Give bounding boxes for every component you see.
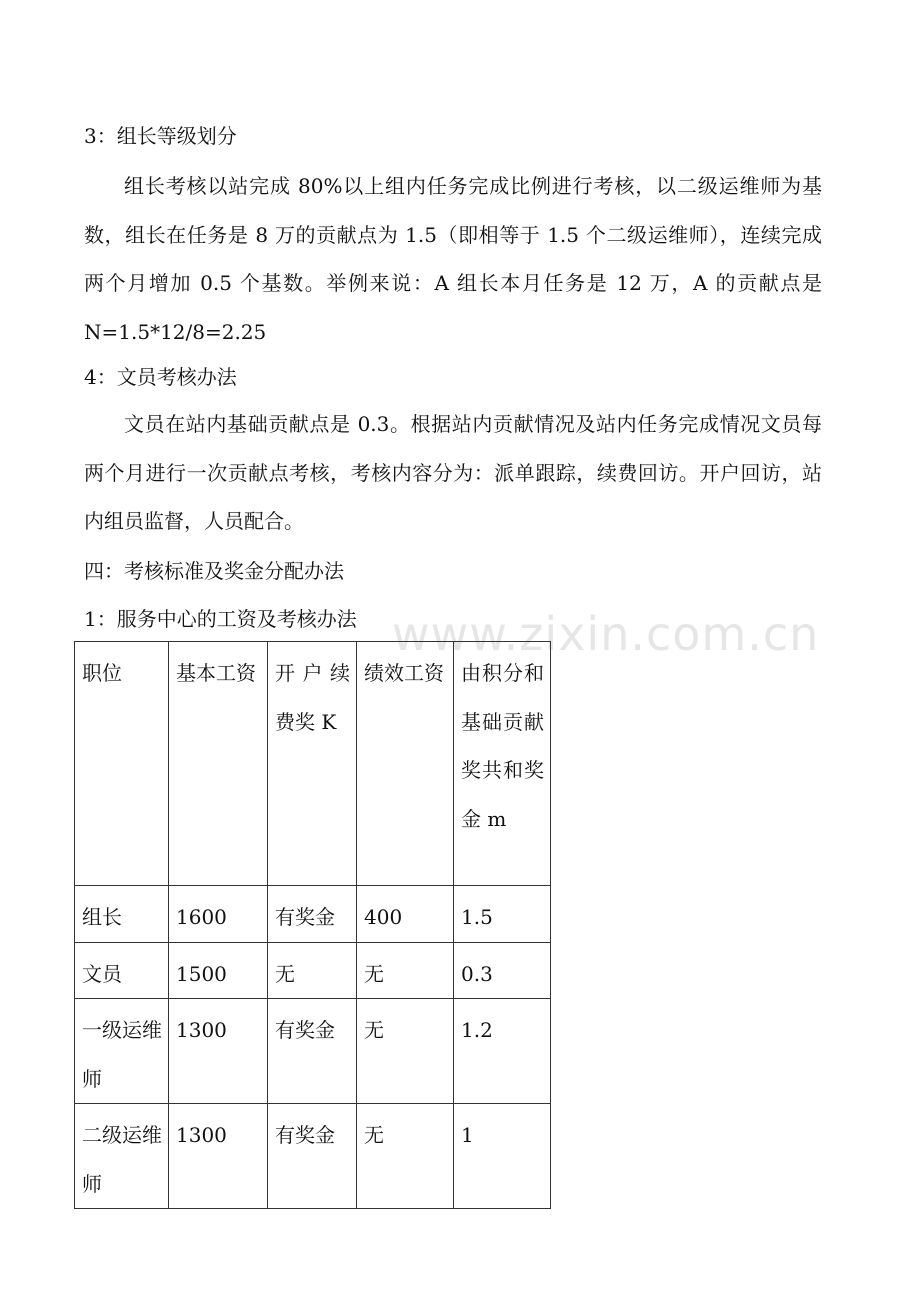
table-cell: 0.3 <box>454 942 551 999</box>
table-cell: 文员 <box>75 942 169 999</box>
table-row <box>75 886 551 943</box>
table-cell: 无 <box>357 999 454 1104</box>
section-4-heading: 4：文员考核办法 <box>84 365 237 389</box>
table-cell: 1600 <box>169 886 268 943</box>
table-cell: 1500 <box>169 942 268 999</box>
table-header-row <box>75 642 551 886</box>
table-row <box>75 999 551 1104</box>
watermark: www.zixin.com.cn <box>392 607 820 661</box>
table-cell: 400 <box>357 886 454 943</box>
header-cell-base-salary: 基本工资 <box>169 642 268 886</box>
table-cell: 一级运维师 <box>75 999 169 1104</box>
section-4-paragraph <box>84 400 822 546</box>
table-row <box>75 1104 551 1209</box>
part-4-heading: 四：考核标准及奖金分配办法 <box>84 559 344 583</box>
table-cell: 有奖金 <box>268 1104 357 1209</box>
table-cell: 1300 <box>169 1104 268 1209</box>
table-cell: 组长 <box>75 886 169 943</box>
table-cell: 1 <box>454 1104 551 1209</box>
table-cell: 1300 <box>169 999 268 1104</box>
table-cell: 有奖金 <box>268 886 357 943</box>
table-cell: 二级运维师 <box>75 1104 169 1209</box>
table-cell: 无 <box>357 1104 454 1209</box>
table-cell: 1.5 <box>454 886 551 943</box>
table-cell: 1.2 <box>454 999 551 1104</box>
section-3-heading: 3：组长等级划分 <box>84 124 237 148</box>
header-cell-account-bonus: 开户续费奖 K <box>268 642 357 886</box>
section-3-paragraph <box>84 162 822 356</box>
header-cell-position: 职位 <box>75 642 169 886</box>
wage-table <box>74 641 551 1209</box>
section-3-text: 组长考核以站完成 80%以上组内任务完成比例进行考核，以二级运维师为基数，组长在任务是 8 万的贡献点为 1.5（即相等于 1.5 个二级运维师），连续完成两个月增加 0.5 个基数。举例来说：A 组长本月任务是 12 万，A 的贡献点是 N=1.5*12/8=2.25 <box>84 174 822 344</box>
table-row <box>75 942 551 999</box>
table-cell: 有奖金 <box>268 999 357 1104</box>
header-cell-points-bonus: 由积分和基础贡献奖共和奖金 m <box>454 642 551 886</box>
header-cell-performance-pay: 绩效工资 <box>357 642 454 886</box>
part-4-subheading: 1：服务中心的工资及考核办法 <box>84 607 357 631</box>
table-cell: 无 <box>357 942 454 999</box>
table-cell: 无 <box>268 942 357 999</box>
section-4-text: 文员在站内基础贡献点是 0.3。根据站内贡献情况及站内任务完成情况文员每两个月进行一次贡献点考核，考核内容分为：派单跟踪，续费回访。开户回访，站内组员监督，人员配合。 <box>84 412 822 533</box>
